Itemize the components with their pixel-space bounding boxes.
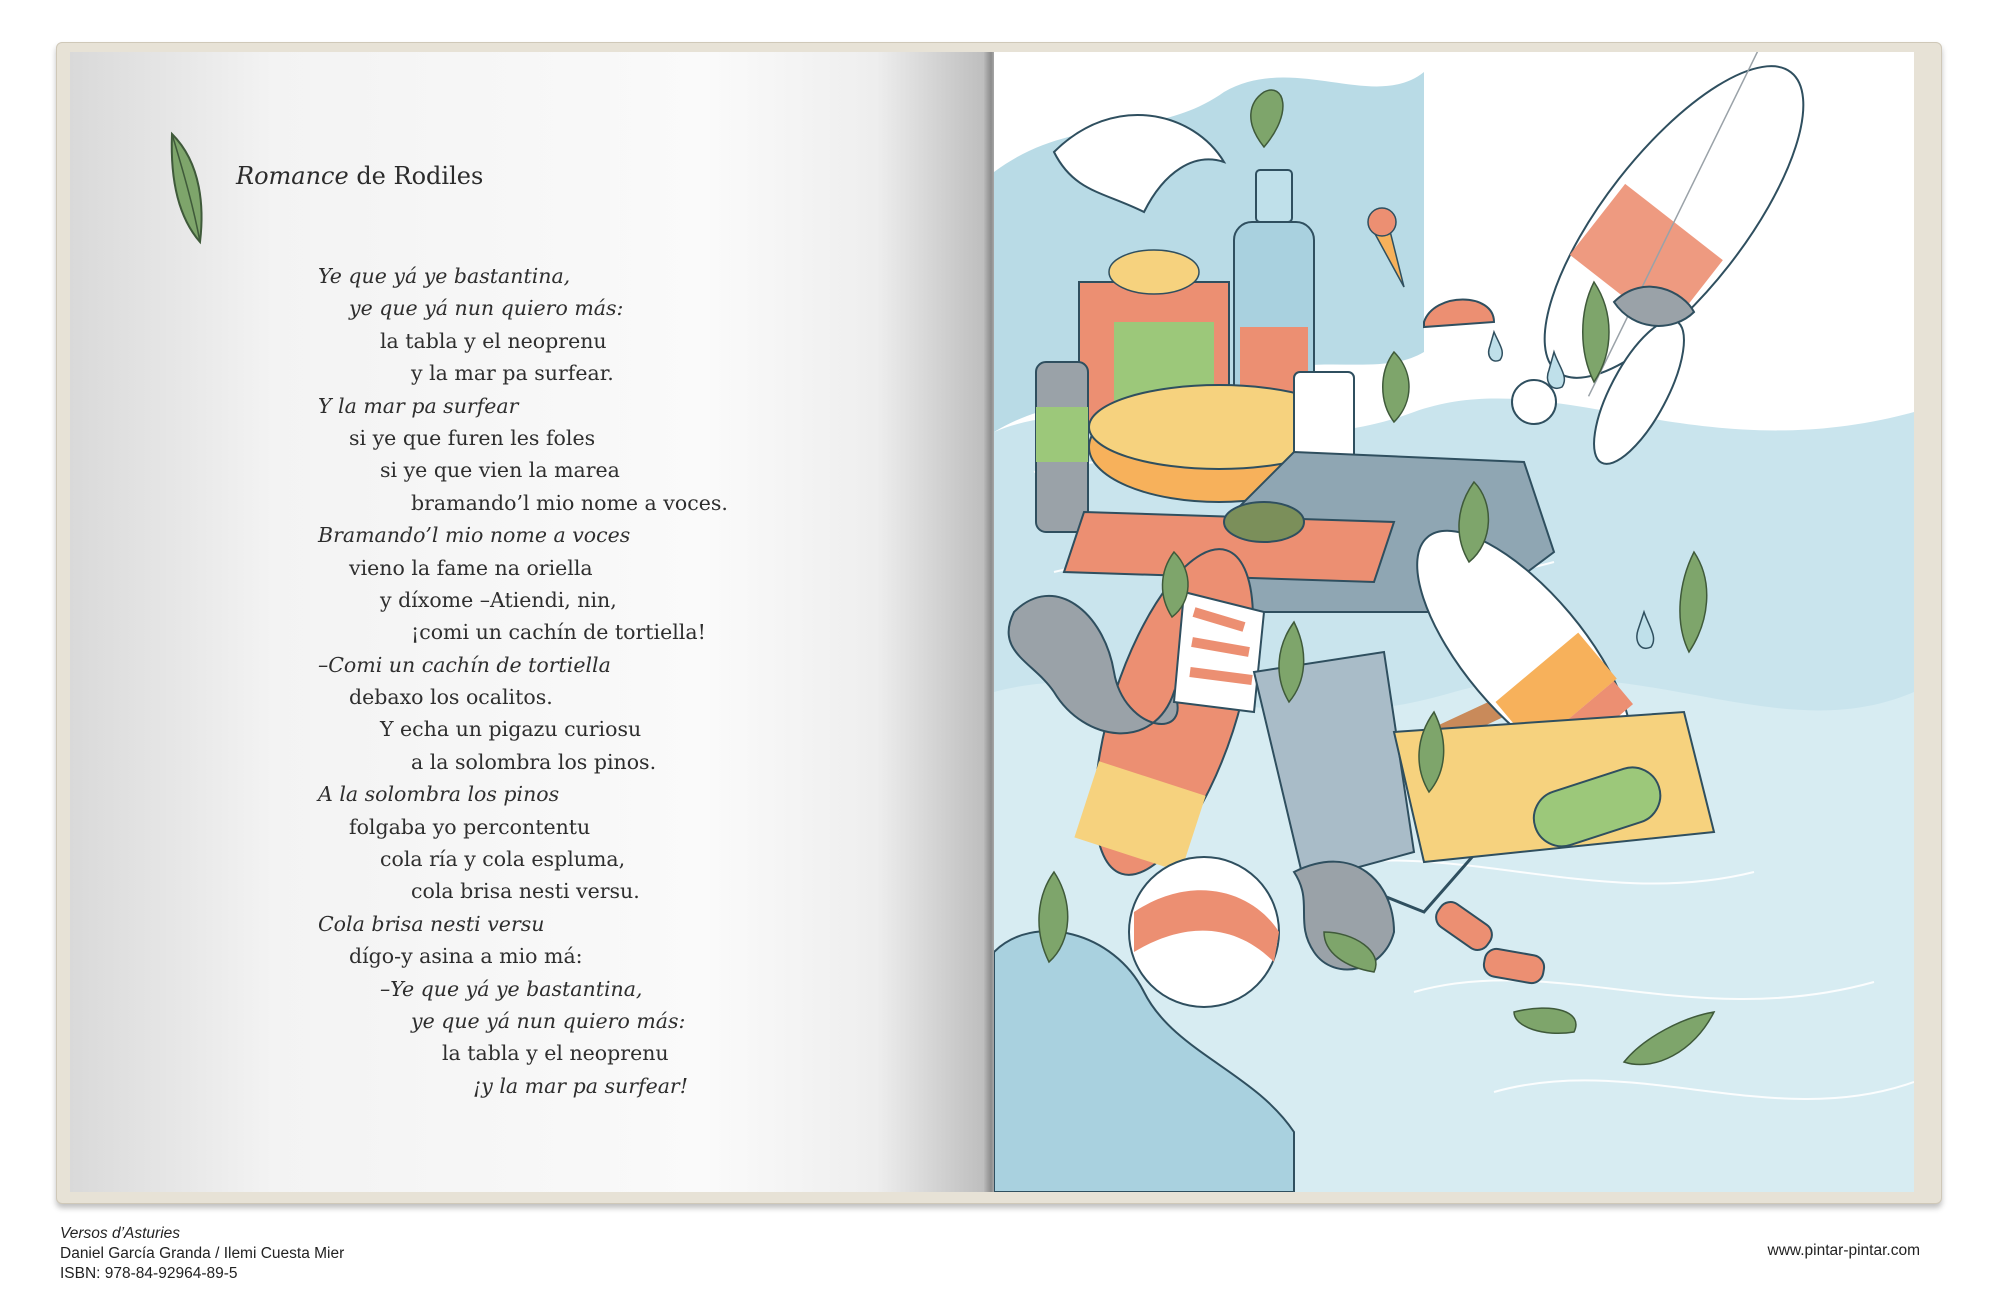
poem-line: Cola brisa nesti versu — [318, 911, 545, 936]
poem-line: y la mar pa surfear. — [411, 361, 614, 386]
poem-line: ye que yá nun quiero más: — [349, 296, 624, 321]
poem-line: debaxo los ocalitos. — [349, 685, 553, 710]
poem-line: y díxome –Atiendi, nin, — [380, 587, 617, 612]
poem-title-rest: de Rodiles — [348, 162, 484, 190]
poem-line: si ye que vien la marea — [380, 458, 620, 483]
olive-bowl — [1224, 502, 1304, 542]
poem-line: ye que yá nun quiero más: — [411, 1008, 686, 1033]
book-isbn: ISBN: 978-84-92964-89-5 — [60, 1265, 238, 1282]
poem-line: A la solombra los pinos — [318, 782, 560, 807]
poem-line: la tabla y el neoprenu — [380, 328, 607, 353]
poem-line: ¡y la mar pa surfear! — [473, 1073, 688, 1098]
ice-cream-scoop — [1368, 208, 1396, 236]
poem-line: cola brisa nesti versu. — [411, 879, 640, 904]
left-page — [70, 52, 986, 1192]
cap — [1424, 300, 1494, 328]
website-link[interactable]: www.pintar-pintar.com — [1767, 1242, 1920, 1259]
poem-line: –Comi un cachín de tortiella — [318, 652, 611, 677]
poem-title — [236, 162, 483, 190]
book-title: Versos d’Asturies — [60, 1225, 181, 1242]
poem-line: folgaba yo percontentu — [349, 814, 591, 839]
poem-line: –Ye que yá ye bastantina, — [380, 976, 643, 1001]
poem-line: si ye que furen les foles — [349, 425, 596, 450]
swimsuit — [1174, 592, 1264, 712]
poem-line: cola ría y cola espluma, — [380, 847, 626, 872]
poem-line: Y la mar pa surfear — [318, 393, 519, 418]
poem-line: ¡comi un cachín de tortiella! — [411, 620, 706, 645]
poem-line: a la solombra los pinos. — [411, 749, 657, 774]
right-page — [994, 52, 1914, 1192]
poem-line: dígo-y asina a mio má: — [349, 944, 583, 969]
poem-line: vieno la fame na oriella — [349, 555, 593, 580]
poem-line: Ye que yá ye bastantina, — [318, 264, 571, 288]
jar — [1294, 372, 1354, 462]
poem-line: bramando’l mio nome a voces. — [411, 490, 728, 515]
beach-picnic-illustration — [994, 52, 1914, 1192]
leaf-icon — [162, 124, 212, 254]
beach-ball — [1129, 857, 1279, 1007]
thermos — [1036, 362, 1088, 532]
poem-line: la tabla y el neoprenu — [442, 1041, 669, 1066]
poem-body — [318, 260, 728, 1102]
poem-line: Bramando’l mio nome a voces — [318, 523, 631, 548]
poem-line: Y echa un pigazu curiosu — [380, 717, 642, 742]
small-beach-ball — [1512, 380, 1556, 424]
book-authors: Daniel García Granda / Ilemi Cuesta Mier — [60, 1245, 345, 1262]
book-credits — [60, 1224, 344, 1284]
poem-title-italic: Romance — [236, 162, 349, 190]
